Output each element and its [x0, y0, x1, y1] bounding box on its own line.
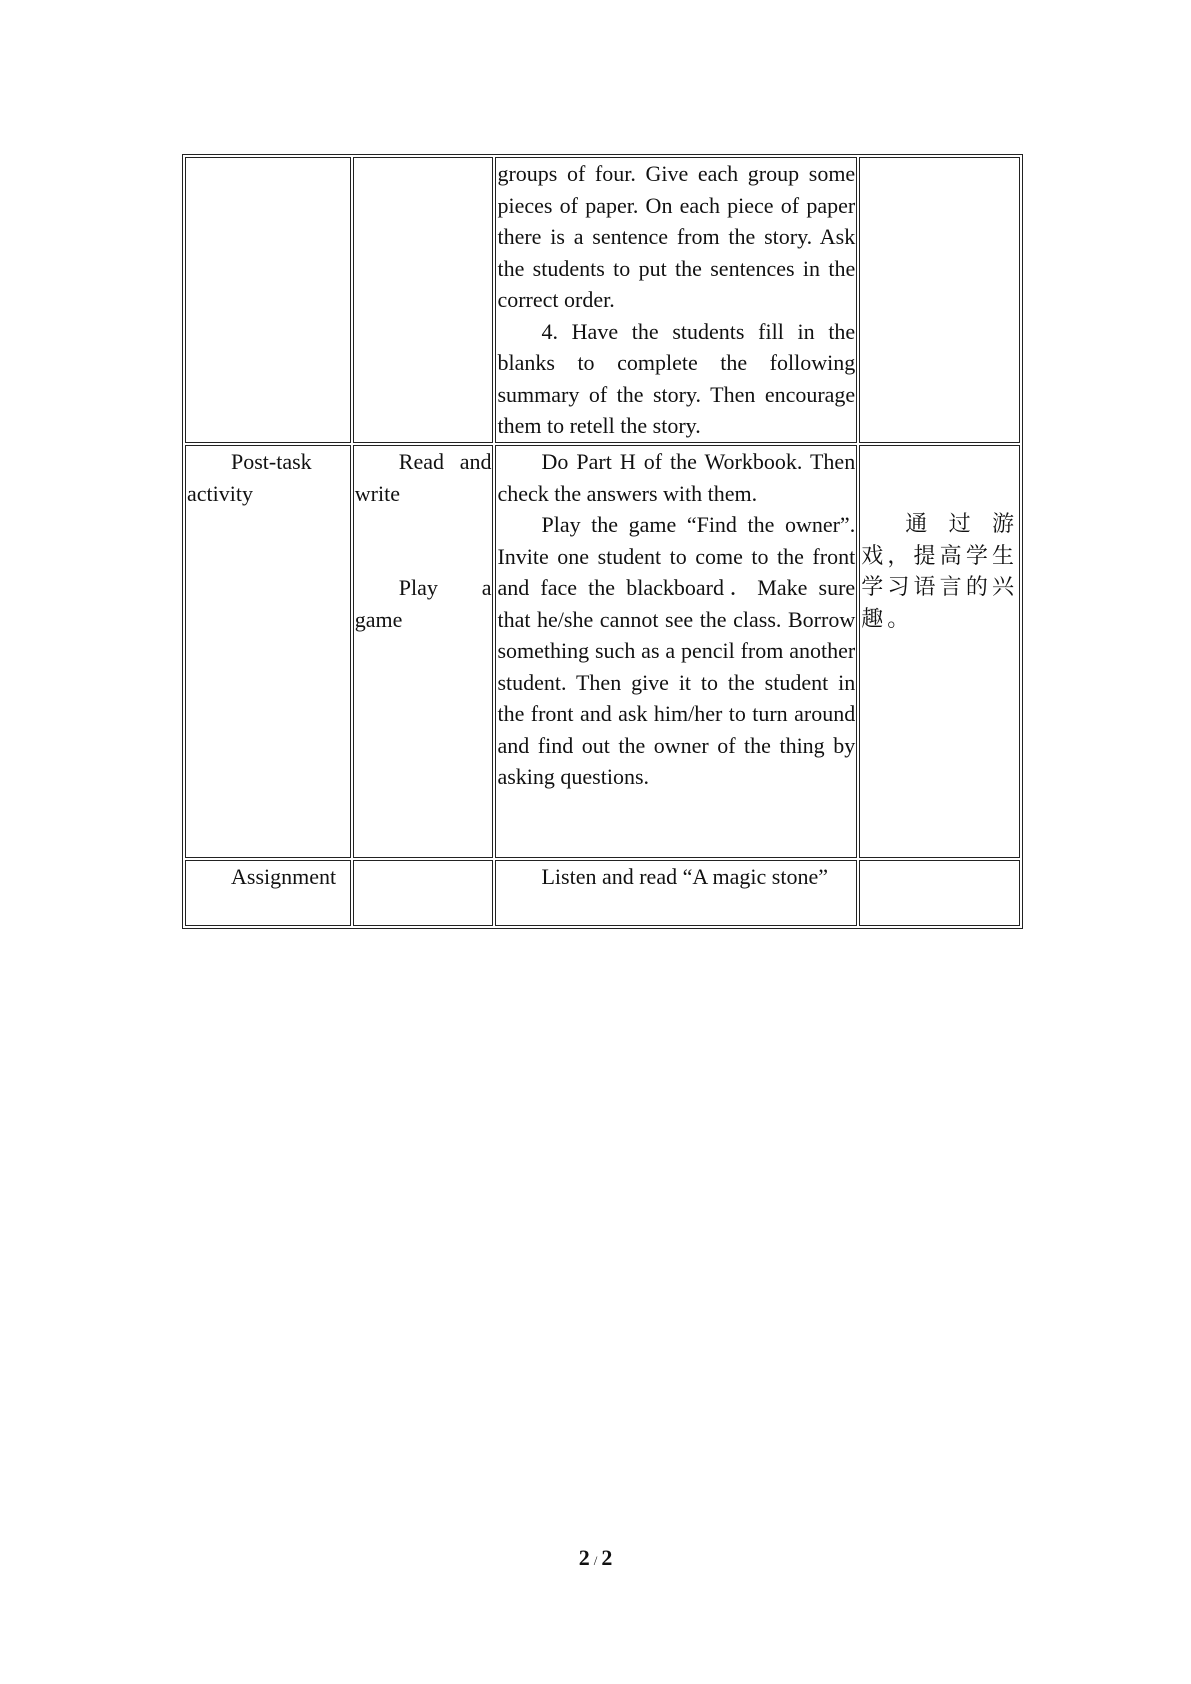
activity-cell [353, 860, 494, 926]
procedure-cell [495, 860, 857, 926]
table-row [185, 445, 1020, 858]
procedure-paragraph: Play the game “Find the owner”. Invite one student to come to the front and face the blackboard．Make sure that he/she cannot see the class. Borrow something such as a pencil from another student. Then give it to the student in the front and ask him/her to turn around and find out the owner of the thing by asking questions. [497, 512, 856, 789]
procedure-paragraph: 4. Have the students fill in the blanks to complete the following summary of the story. Then encourage them to retell the story. [497, 318, 856, 438]
purpose-cell [859, 157, 1020, 443]
stage-cell [185, 157, 351, 443]
stage-cell: Post-task activity [185, 445, 351, 858]
procedure-paragraph: groups of four. Give each group some pieces of paper. On each piece of paper there is a sentence from the story. Ask the students to put the sentences in the correct order. [497, 161, 856, 312]
activity-cell [353, 157, 494, 443]
activity-item: Play a game [354, 575, 492, 632]
procedure-paragraph: Listen and read “A magic stone” [541, 864, 828, 889]
page-separator: / [593, 1553, 598, 1568]
procedure-cell [495, 445, 857, 858]
stage-cell: Assignment [185, 860, 351, 926]
activity-item: Read and write [354, 449, 492, 506]
page-total: 2 [601, 1545, 613, 1570]
purpose-cell [859, 445, 1020, 858]
procedure-cell [495, 157, 857, 443]
page-current: 2 [578, 1545, 590, 1570]
table-row [185, 157, 1020, 443]
lesson-plan-table [182, 154, 1023, 929]
table-row [185, 860, 1020, 926]
purpose-text: 通过游戏，提高学生学习语言的兴趣。 [861, 512, 1018, 632]
procedure-paragraph: Do Part H of the Workbook. Then check the answers with them. [497, 449, 856, 506]
activity-cell [353, 445, 494, 858]
purpose-cell [859, 860, 1020, 926]
page-number [0, 1545, 1191, 1571]
